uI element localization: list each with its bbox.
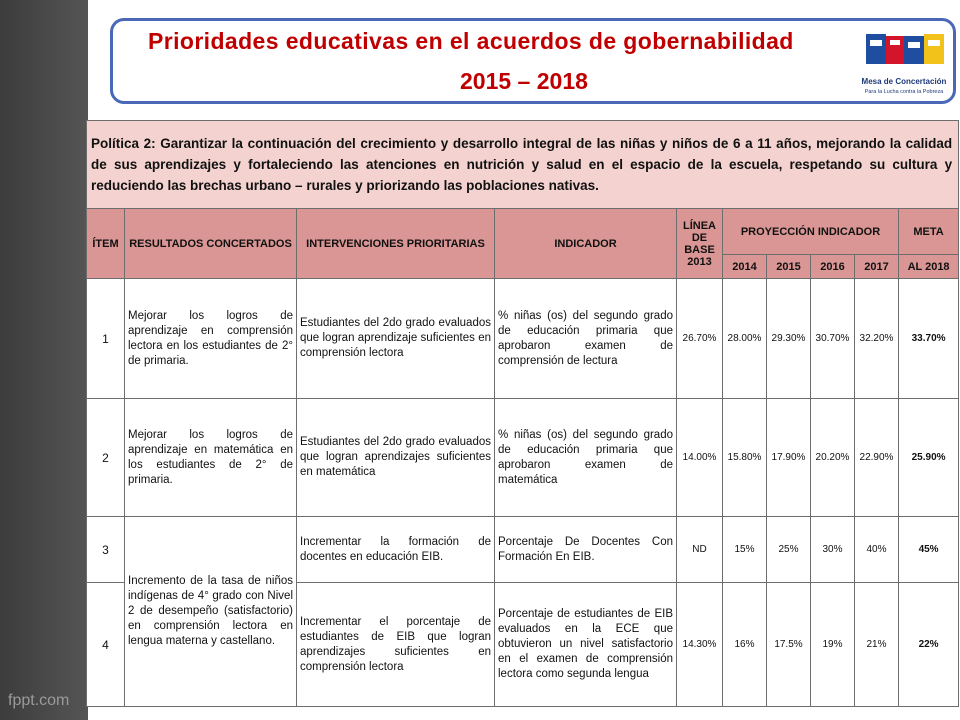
row-proyeccion: 15% bbox=[723, 517, 767, 583]
col-header-year: 2014 bbox=[723, 255, 767, 279]
col-header-year: 2016 bbox=[811, 255, 855, 279]
row-meta: 22% bbox=[899, 583, 959, 707]
row-proyeccion: 16% bbox=[723, 583, 767, 707]
row-item-number: 2 bbox=[87, 399, 125, 517]
row-proyeccion: 22.90% bbox=[855, 399, 899, 517]
table-row bbox=[87, 517, 959, 583]
row-item-number: 3 bbox=[87, 517, 125, 583]
row-linea-base: 26.70% bbox=[677, 279, 723, 399]
row-linea-base: 14.00% bbox=[677, 399, 723, 517]
col-header-linea-base: LÍNEA DE BASE 2013 bbox=[677, 209, 723, 279]
row-linea-base: ND bbox=[677, 517, 723, 583]
row-proyeccion: 32.20% bbox=[855, 279, 899, 399]
row-proyeccion: 30% bbox=[811, 517, 855, 583]
col-header-year: 2015 bbox=[767, 255, 811, 279]
row-resultado: Incremento de la tasa de niños indígenas de 4° grado con Nivel 2 de desempeño (satisfactorio) en comprensión lectora en lengua materna y castellano. bbox=[125, 517, 297, 707]
col-header-meta: META bbox=[899, 209, 959, 255]
row-item-number: 4 bbox=[87, 583, 125, 707]
row-proyeccion: 29.30% bbox=[767, 279, 811, 399]
row-proyeccion: 25% bbox=[767, 517, 811, 583]
col-header-year: 2017 bbox=[855, 255, 899, 279]
col-header-meta-year: AL 2018 bbox=[899, 255, 959, 279]
svg-text:Mesa de Concertación: Mesa de Concertación bbox=[861, 77, 947, 86]
row-indicador: Porcentaje De Docentes Con Formación En EIB. bbox=[495, 517, 677, 583]
row-intervencion: Incrementar la formación de docentes en educación EIB. bbox=[297, 517, 495, 583]
row-indicador: Porcentaje de estudiantes de EIB evaluados en la ECE que obtuvieron un nivel satisfactorio en el examen de comprensión lectora como segunda lengua bbox=[495, 583, 677, 707]
row-meta: 45% bbox=[899, 517, 959, 583]
row-intervencion: Estudiantes del 2do grado evaluados que logran aprendizajes suficientes en matemática bbox=[297, 399, 495, 517]
table-row bbox=[87, 279, 959, 399]
row-proyeccion: 15.80% bbox=[723, 399, 767, 517]
row-proyeccion: 21% bbox=[855, 583, 899, 707]
row-indicador: % niñas (os) del segundo grado de educación primaria que aprobaron examen de comprensión de lectura bbox=[495, 279, 677, 399]
col-header-intervenciones: INTERVENCIONES PRIORITARIAS bbox=[297, 209, 495, 279]
row-resultado: Mejorar los logros de aprendizaje en comprensión lectora en los estudiantes de 2° de primaria. bbox=[125, 279, 297, 399]
row-proyeccion: 20.20% bbox=[811, 399, 855, 517]
watermark: fppt.com bbox=[8, 692, 70, 709]
row-proyeccion: 30.70% bbox=[811, 279, 855, 399]
page-subtitle-years: 2015 – 2018 bbox=[460, 68, 588, 94]
row-proyeccion: 19% bbox=[811, 583, 855, 707]
row-indicador: % niñas (os) del segundo grado de educación primaria que aprobaron examen de matemática bbox=[495, 399, 677, 517]
col-header-item: ÍTEM bbox=[87, 209, 125, 279]
svg-text:Para la Lucha contra la Pobrez: Para la Lucha contra la Pobreza bbox=[864, 89, 944, 95]
left-dark-strip bbox=[0, 0, 88, 720]
row-meta: 33.70% bbox=[899, 279, 959, 399]
row-item-number: 1 bbox=[87, 279, 125, 399]
politica-statement: Política 2: Garantizar la continuación del crecimiento y desarrollo integral de las niñas y niños de 6 a 11 años, mejorando la calidad de sus aprendizajes y fortaleciendo las atenciones en nutrición y salud en el espacio de la escuela, respetando su cultura y reduciendo las brechas urbano – rurales y priorizando las poblaciones nativas. bbox=[87, 121, 959, 209]
mesa-concertacion-logo bbox=[858, 26, 950, 98]
row-proyeccion: 40% bbox=[855, 517, 899, 583]
col-header-resultados: RESULTADOS CONCERTADOS bbox=[125, 209, 297, 279]
row-proyeccion: 17.5% bbox=[767, 583, 811, 707]
row-linea-base: 14.30% bbox=[677, 583, 723, 707]
col-header-indicador: INDICADOR bbox=[495, 209, 677, 279]
page-title: Prioridades educativas en el acuerdos de gobernabilidad bbox=[148, 28, 794, 54]
row-meta: 25.90% bbox=[899, 399, 959, 517]
row-proyeccion: 17.90% bbox=[767, 399, 811, 517]
table-row bbox=[87, 399, 959, 517]
col-header-proyeccion: PROYECCIÓN INDICADOR bbox=[723, 209, 899, 255]
row-proyeccion: 28.00% bbox=[723, 279, 767, 399]
row-intervencion: Estudiantes del 2do grado evaluados que logran aprendizaje suficientes en comprensión lectora bbox=[297, 279, 495, 399]
row-resultado: Mejorar los logros de aprendizaje en matemática en los estudiantes de 2° de primaria. bbox=[125, 399, 297, 517]
priorities-table bbox=[86, 120, 959, 707]
row-intervencion: Incrementar el porcentaje de estudiantes de EIB que logran aprendizajes suficientes en comprensión lectora bbox=[297, 583, 495, 707]
